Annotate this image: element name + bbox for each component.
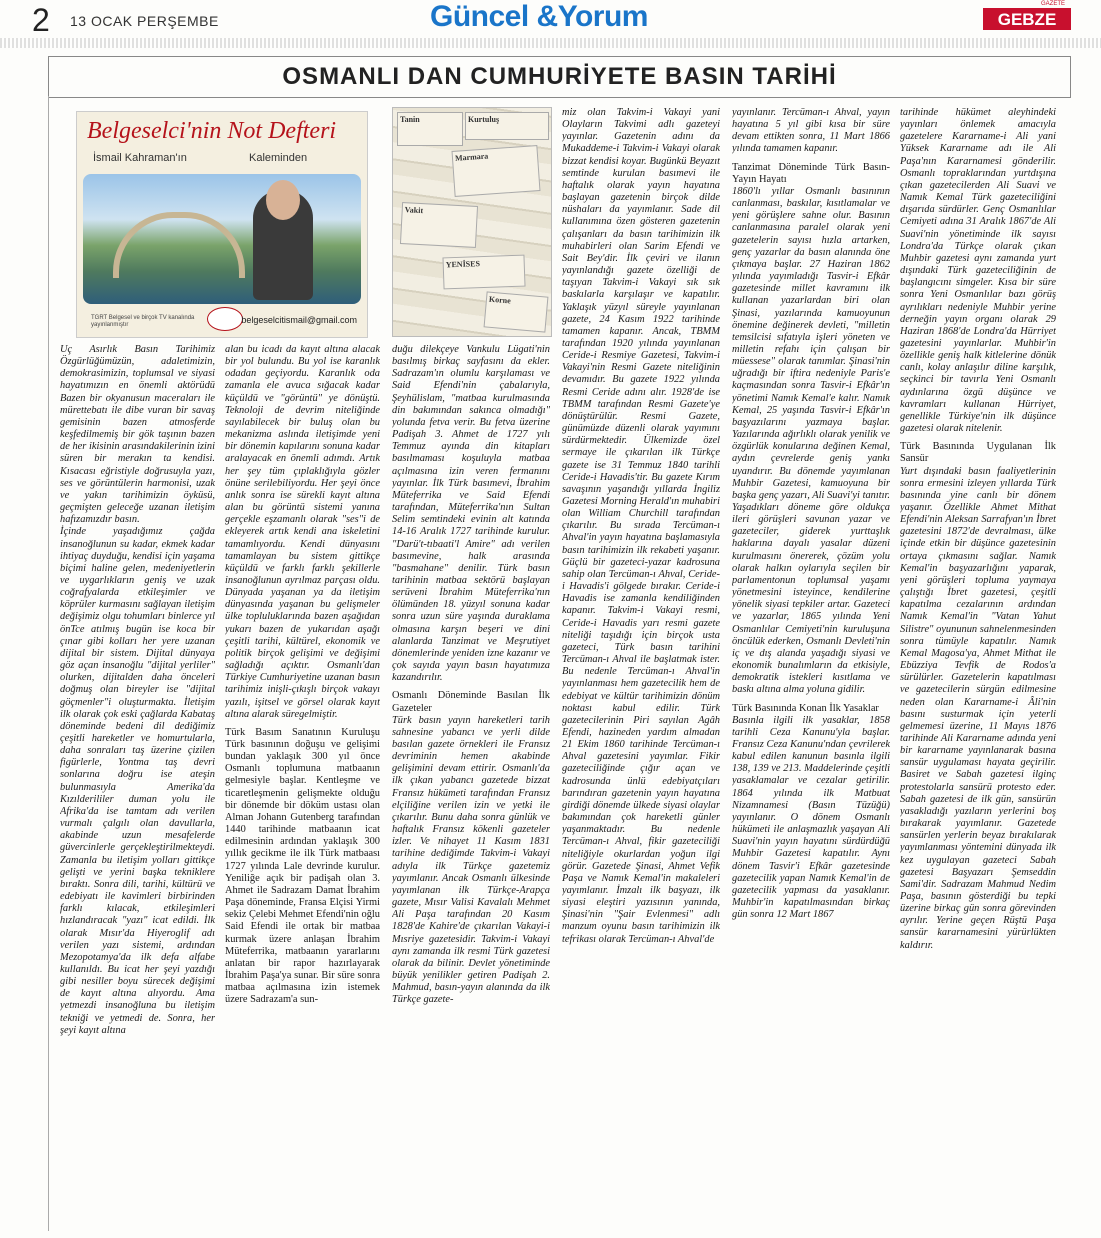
article-column-2 xyxy=(225,344,380,1224)
article-column-4 xyxy=(562,107,720,1225)
logo-tagline: GAZETE xyxy=(1040,1,1065,7)
paragraph: tarihinde hükümet aleyhindeki yayınları önlemek amacıyla gazetelere Kararname-i Ali yani Yüksek Kararname adı ile Ali Paşa'nın Kararnamesi gönderilir. Osmanlı topraklarından yurtdışına çıkan gazetecilerden Ali Suavi ve Namık Kemal Türk gazeteciliğini dışarıda sürdürler. Genç Osmanlılar Cemiyeti adına 31 Aralık 1867'de Ali Suavi'nin yönetiminde ilk sayısı Londra'da Türkçe olarak çıkan Muhbir gazetesi aynı zamanda yurt dışındaki Türk gazeteciliğinin de başlangıcını simgeler. Kısa bir süre sonra Yeni Osmanlılar bazı görüş ayrılıkları nedeniyle Muhbir yerine derneğin yayın organı olarak 29 Haziran 1868'de Londra'da Hürriyet gazetesini yayınlarlar. Muhbir'in özellikle geniş halk kitlelerine dönük canlı, kolay anlaşılır diline karşılık, seçkinci bir tavırla Yeni Osmanlı aydınlarına özgü düşünce ve kavramları kullanan Hürriyet, genellikle Türkiye'nin ilk düşünce gazetesi olarak nitelenir. xyxy=(900,107,1056,435)
newspaper-logo: GEBZE xyxy=(983,8,1071,30)
banner-footer: TGRT Belgesel ve birçok TV kanalında yayınlanmıştır xyxy=(91,315,195,328)
paragraph: Yurt dışındaki basın faaliyetlerinin sonra ermesini izleyen yıllarda Türk basınında yine canlı bir dönem yaşanır. Özellikle Ahmet Mithat Efendi'nin Aleksan Sarrafyan'ın İbret gazetesini 1872'de devralması, ülke içinde etkin bir düşünce gazetesinin ortaya çıkmasını sağlar. Namık Kemal'in başyazarlığını yaparak, yeni görüşleri topluma yaymaya çalıştığı İbret gazetesi, çeşitli kapatılma cezalarının ardından Namık Kemal'in "Vatan Yahut Silistre" oyununun sahnelenmesinden sonra tümüyle kapatılır. Namık Kemal Magosa'ya, Ahmet Mithat ile Ebüzziya Tevfik de Rodos'a sürülürler. Gazetelerin kapatılması ve gazetecilerin sürgün edilmesine neden olan Kararname-i Âli'nin basını susturmak için yeterli gelmemesi üzerine, 11 Mayıs 1876 tarihinde Ali Kararname adında yeni bir kararname yayınlanarak basına sansür uygulaması hayata geçirilir. Basiret ve Sabah gazetesi ilginç protestolarla sansürü protesto eder. Sabah gazetesi de ilk gün, sansürün yasakladığı yazıların yerlerini boş bırakarak yayımlanır. Gazetede sansürlen yerlerin beyaz bırakılarak yayımlanması yöntemini dünyada ilk kez uygulayan gazeteci Sabah gazetesi Başyazarı Şemseddin Sami'dir. Sadrazam Mahmud Nedim Paşa, basının gösterdiği bu tepki üzerine birkaç gün sonra görevinden ayrılır. Yerine geçen Rüştü Paşa sansür kararnamesini yürürlükten kaldırır. xyxy=(900,465,1056,951)
article-column-6 xyxy=(900,107,1056,1225)
newspaper-clip: Kurtuluş xyxy=(465,112,549,140)
article-title: OSMANLI DAN CUMHURİYETE BASIN TARİHİ xyxy=(282,63,837,90)
paragraph: alan bu icadı da kayıt altına alacak bir yol bulundu. Bu yol ise karanlık odadan geçiyordu. Karanlık oda zamanla ele avuca sığacak kadar küçüldü ve "görüntü" ye dönüştü. Teknoloji de devrim niteliğinde sayılabilecek bir buluş olan bu mekanizma aslında iletişimde yeni bir dönemin kapılarını sonuna kadar aralayacak en önemli adımdı. Artık her şey tüm çıplaklığıyla gözler önüne serilebiliyordu. Her şeyi önce anlık sonra ise sürekli kayıt altına alan bu görüntü sistemi yanına gerçekle eşzamanlı olarak "ses"i de ekleyerek artık kendi ana iskeletini tamamlıyordu. Kendi dünyasını tamamlayan bu sistem gittikçe küçüldü ve farklı farklı şekillerle insanoğlunun ayrılmaz parçası oldu. Dünyada yaşanan ya da iletişim dünyasında yaşanan bu gelişmeler ülke topluluklarında bazen aşağıdan yukarı bazen de yukarıdan aşağı çeşitli tarihi, kültürel, ekonomik ve politik birçok gelişimi ve değişimi sağladığı açıktır. Osmanlı'dan Türkiye Cumhuriyetine uzanan basın tarihimiz inişli-çıkışlı birçok vakayı yazılı, işitsel ve görsel olarak kayıt altına alarak süregelmiştir. xyxy=(225,344,380,720)
newspaper-clip: Korne xyxy=(484,291,549,332)
paragraph: Türk basın yayın hareketleri tarih sahnesine yabancı ve yerli dilde basılan gazete örnekleri ile Fransız devriminin hemen akabinde gelişimini devam ettirir. Osmanlı'da ilk çıkan yabancı gazetede bizzat Fransız hükümeti tarafından Fransız elçiliğine verilen izin ve yetki ile çıkarılır. Bunu daha sonra günlük ve haftalık Fransız kökenli gazeteler izler. Ve nihayet 11 Kasım 1831 tarihine dediğimde Takvim-i Vakayi adıyla ilk Türkçe gazetemiz yayımlanır. Ancak Osmanlı ülkesinde yayımlanan ilk Türkçe-Arapça gazete, Mısır Valisi Kavalalı Mehmet Ali Paşa tarafından 20 Kasım 1828'de Kahire'de çıkarılan Vakayi-i Mısriye gazetesidir. Takvim-i Vakayi aynı zamanda ilk resmi Türk gazetesi olarak da bilinir. Devlet yönetiminde büyük yenilikler getiren Padişah 2. Mahmud, basın-yayın alanında da ilk Türkçe gazete- xyxy=(392,714,550,1006)
page-header xyxy=(0,0,1101,42)
newspaper-clip: Marmara xyxy=(452,145,541,197)
subheading: Tanzimat Döneminde Türk Basın-Yayın Hayatı xyxy=(732,161,890,185)
banner-title: Belgeselci'nin Not Defteri xyxy=(87,118,337,144)
paragraph: 1860'lı yıllar Osmanlı basınının canlanması, baskılar, kısıtlamalar ve yeni görüşlere sahne olur. Basının canlanmasına paralel olarak yeni gazetelerin sayısı hızla artarken, genç yazarlar da basın alanında öne çıkmaya başlar. 27 Haziran 1862 yılında yayımladığı Tasvir-i Efkâr gazetesinde millet kavramını ilk kullanan yazarlardan biri olan Şinasi, yazılarında kamuoyunun önemine değinerek devleti, "milletin temsilcisi sıfatıyla işleri yöneten ve milletin refahı için çalışan bir müessese" olarak tanımlar. Şinasi'nin uğradığı bir iftira nedeniyle Paris'e kaçmasından sonra Tasvir-i Efkâr'ın yönetimi Namık Kemal'e kalır. Namık Kemal, 25 yaşında Tasvir-i Efkâr'ın başyazılarını yazmaya başlar. Yazılarında ağırlıklı olarak yenilik ve özgürlük konularına değinen Kemal, aydın çevrelerde geniş yankı uyandırır. Bu dönemde yayımlanan Muhbir Gazetesi, kamuoyuna bir başka genç yazarı, Ali Suavi'yi tanıtır. Yaşadıkları döneme göre oldukça ileri görüşleri savunan yazar ve gazeteciler, giderek yurttaşlık haklarına dayalı yasalar düzeni kurulmasını önererek, çözüm yolu olarak halkın oylarıyla seçilen bir parlamentonun toplumsal yaşamı yönetmesini isteyince, kendilerine yönelik siyasi tepkiler artar. Gazeteci ve yazarlar, 1865 yılında Yeni Osmanlılar Cemiyeti'nin kuruluşuna öncülük ederken, Osmanlı Devleti'nin iç ve dış alanda yaşadığı siyasi ve ekonomik bunalımların da etkisiyle, demokratik istekleri kısıtlama ve baskı altına alma yoluna gidilir. xyxy=(732,185,890,696)
subheading: Osmanlı Döneminde Basılan İlk Gazeteler xyxy=(392,690,550,714)
person-head xyxy=(266,180,300,220)
page-number: 2 xyxy=(32,2,50,38)
paragraph: Türk Basım Sanatının Kuruluşu Türk basınının doğuşu ve gelişimi bundan yaklaşık 300 yıl önce Osmanlı toplumuna matbaanın gelmesiyle başlar. Kentleşme ve ticaretleşmenin gelişmekte olduğu bir dönemde bir döküm ustası olan Alman Johann Gutenberg tarafından 1440 tarihinde matbaanın icat edilmesinin ardından yaklaşık 300 yıllık gecikme ile ilk Türk matbaası 1727 yılında Lale devrinde kurulur. Yeniliğe açık bir padişah olan 3. Ahmet ile Sadrazam Damat İbrahim Paşa döneminde, Fransa Elçisi Yirmi sekiz Çelebi Mehmet Efendi'nin oğlu Said Efendi ile ortak bir matbaa kurmak üzere anlaşan İbrahim Müteferrika, matbaanın yararlarını anlatan bir rapor hazırlayarak İbrahim Paşa'ya sunar. Bir süre sonra matbaa açılmasına izin istemek üzere Sadrazam'a sun- xyxy=(225,726,380,1006)
article-title-box xyxy=(48,56,1071,98)
paragraph: Üç Asırlık Basın Tarihimiz Özgürlüğümüzün, adaletimizin, demokrasimizin, toplumsal ve siyasi hayatımızın en önemli aktörüdü Bazen bir okyanusun maceraları ile mürettebatı ile dibe vuran bir savaş gemisinin bazen atmosferde keşfedilmemiş bir gök taşının bazen de her ikisinin arasındakilerinin izini süren bir merakın ta kendisi. Kısacası eğristiyle doğrusuyla yazı, ses ve görüntülerin harmonisi, uzak ve yakın tarihimizin öyküsü, geçmişten geleceğe uzanan iletişim hafızamızdır basın. xyxy=(60,344,215,526)
paragraph: duğu dilekçeye Vankulu Lügati'nin basılmış birkaç sayfasını da ekler. Sadrazam'ın olumlu karşılaması ve Said Efendi'nin çabalarıyla, Şeyhülislam, "matbaa kurulmasında din bakımından sakınca olmadığı" yolunda fetva verir. Bu fetva üzerine Padişah 3. Ahmet de 1727 yılı Temmuz ayında din kitapları basılmaması koşuluyla matbaa açılmasına izin veren fermanını yayınlar. İlk Türk basımevi, İbrahim Müteferrika ve Said Efendi tarafından, Müteferrika'nın Sultan Selim semtindeki evinin alt katında 14-16 Aralık 1727 tarihinde kurulur. "Darü't-tıbaati'l Amire" adı verilen basımevine, halk arasında "basmahane" denilir. Türk basın tarihinin matbaa sektörü başlayan serüveni İbrahim Müteferrika'nın ölümünden 18. yüzyıl sonuna kadar sonra uzun süre yaşında duraklama olmasına karşın beşeri ve dini alanlarda Tanzimat ve Meşrutiyet dönemlerinde yeniden izne kazanır ve çok sayıda yayın basın hayatımıza kazandırılır. xyxy=(392,344,550,684)
newspaper-clip: YENİSES xyxy=(442,255,525,290)
newspapers-collage-image xyxy=(392,107,552,337)
subheading: Türk Basınında Konan İlk Yasaklar xyxy=(732,702,879,714)
article-column-5 xyxy=(732,107,890,1225)
paragraph: İçinde yaşadığımız çağda insanoğlunun su kadar, ekmek kadar ihtiyaç duyduğu, kendisi için yaşama biçimi haline gelen, medeniyetlerin ve uygarlıkların geniş ve uzak coğrafyalarda etkileşimler ve köprüler kurmasını sağlayan iletişim değişimiz olgu tohumları binlerce yıl önTce atılmış bugün ise koca bir çınar gibi kolları her yere uzanan dijital bir sistem. Dijital dünyaya göz açan insanoğlu "dijital yerliler" olurken, dijitalden daha önceleri doğmuş olan bireyler ise "dijital göçmenler"i oluşturmakta. İletişim ilk olarak çok eski çağlarda Kabataş döneminde bedeni dil dediğimiz çeşitli hareketler ve homurtularla, daha sonraları taş üzerine çizilen figürlerle, Yontma taş devri sonlarına doğru ise ateşin bulunmasıyla Amerika'da Kızılderililer duman yolu ile Afrika'da ise tamtam adı verilen vurmalı çalgılı olan davullarla, akabinde uzun mesafelerde güvercinlerle gerçekleştirilmekteydi. Zamanla bu iletişim yolları gittikçe gelişti ve yerini başka tekniklere bıraktı. Sonra dili, tarihi, kültürü ve edebiyatı ile kavimleri birbirinden farklı kılacak, etkileşimleri hızlandıracak "yazı" icat edildi. İlk olarak Mısır'da Hiyeroglif adı verilen yazı sistemi, ardından Mezopotamya'da ilk defa alfabe kullanıldı. Bu icat her şeyi yazdığı gibi nesiller boyu sürecek değişimi de kayıt altına alıyordu. Ama yetmezdi insanoğluna bu iletişim tekniği ve yetmedi de. Sonra, her şeyi kayıt altına xyxy=(60,526,215,1036)
paragraph: Basınla ilgili ilk yasaklar, 1858 tarihli Ceza Kanunu'yla başlar. Fransız Ceza Kanunu'ndan çevrilerek kabul edilen kanunun basınla ilgili 138, 139 ve 213. Maddelerinde çeşitli yasaklamalar ve cezalar getirilir. 1864 yılında ilk Matbuat Nizamnamesi (Basın Tüzüğü) yayınlanır. O dönem Osmanlı hükümeti ile anlaşmazlık yaşayan Ali Suavi'nin yayın hayatını sürdürdüğü Muhbir Gazetesi kapatılır. Aynı dönem Tasvir'i Efkâr gazetesinde gazetecilik yapan Namık Kemal'in de gazetecilik yapması da yasaklanır. Muhbir'in kapatılmasından birkaç gün sonra 12 Mart 1867 xyxy=(732,714,890,921)
issue-date: 13 OCAK PERŞEMBE xyxy=(70,13,219,29)
subheading: Türk Basınında Uygulanan İlk Sansür xyxy=(900,441,1056,465)
author-photo xyxy=(83,174,361,304)
article-column-1 xyxy=(60,344,215,1224)
banner-author: İsmail Kahraman'ın xyxy=(93,152,187,164)
paragraph: yayınlanır. Tercüman-ı Ahval, yayın hayatına 5 yıl gibi kısa bir süre devam ettikten sonra, 11 Mart 1866 yılında tamamen kapanır. xyxy=(732,107,890,155)
article-column-3 xyxy=(392,344,550,1224)
columnist-banner-image xyxy=(76,111,368,338)
newspaper-clip: Vakit xyxy=(400,202,478,248)
banner-author-suffix: Kaleminden xyxy=(249,152,308,164)
header-divider xyxy=(0,38,1101,48)
author-email: belgeselcitismail@gmail.com xyxy=(241,315,357,325)
paragraph: miz olan Takvim-i Vakayi yani Olayların Takvimi adlı gazeteyi yayınlar. Gazetenin adını da Mukaddeme-i Takvim-i Vakayi olarak bizzat kendisi koyar. Bugünkü Beyazıt semtinde kurulan basımevi ile haftalık olarak yayın hayatına başlayan gazetenin birçok dilde nüshaları da yayımlanır. Sade dil kullanımına özen gösteren gazetenin çalışanları da basın tarihimizin ilk muhabirleri olan Sarim Efendi ve Sait Bey'dir. İlk çeviri ve ilanın yayınlandığı gazete özelliği de taşıyan Takvim-i Vakayi sık sık baskılarla karşılaşır ve kapatılır. Yaklaşık yüzyıl süreyle yayınlanan gazete, 24 Kasım 1922 tarihinde tamamen kapanır. Ancak, TBMM tarafından 1920 yılında yayınlanan Ceride-i Resmiye Gazetesi, Takvim-i Vakayi'nin Resmi Gazete niteliğinin devamıdır. Bu gazete 1922 yılında Resmi Ceride adını alır. 1928'de ise TBMM tarafından Resmi Gazete'ye dönüştürülür. Resmi Gazete, günümüzde düzenli olarak yayımını sürdürmektedir. Ülkemizde özel sermaye ile çıkarılan ilk Türkçe gazete ise 31 Temmuz 1840 tarihli Ceride-i Havadis'tir. Bu gazete Kırım savaşının yaşandığı yıllarda İngiliz Gazetesi Morning Herald'ın muhabiri olan William Churchill tarafından çıkarılır. Bu sırada Tercüman-ı Ahval'in yayın hayatına başlamasıyla basın tarihimizin ilk rekabeti yaşanır. Güçlü bir gazeteci-yazar kadrosuna sahip olan Tercüman-ı Ahval, Ceride-i Havadis'i gölgede bırakır. Ceride-i Havadis ise zamanla kendiliğinden kapanır. Takvim-i Vakayi resmi, Ceride-i Havadis yarı resmi gazete niteliği taşıdığı için birçok usta gazeteci, Türk basın tarihini Tercüman-ı Ahval ile başlatmak ister. Bu nedenle Tercüman-ı Ahval'in yayınlanması hem gazetecilik hem de edebiyat ve kültür tarihimizin dönüm noktası kabul edilir. Türk gazetecilerinin Piri sayılan Agâh Efendi, hazineden yardım almadan 21 Ekim 1860 tarihinde Tercüman-ı Ahval gazetesini yayımlar. Fikir gazeteciliğinde çığır açan ve kadrosunda ünlü edebiyatçıları barındıran gazetenin yayın hayatına girdiği dönemde ülkede siyasi olaylar bakımından çok hareketli günler yaşanmaktadır. Bu nedenle Tercüman-ı Ahval, fikir gazeteciliği niteliğiyle okurlardan yoğun ilgi görür. Gazetede Şinasi, Ahmet Vefik Paşa ve Namık Kemal'in makaleleri yayımlanır. İmzalı ilk başyazı, ilk siyasi eleştiri yazısının yanında, Şinasi'nin "Şair Evlenmesi" adlı manzum oyunu basın tarihimizin ilk tefrikası olarak Tercüman-ı Ahval'de xyxy=(562,107,720,945)
bridge-illustration xyxy=(113,212,245,278)
section-title: Güncel &Yorum xyxy=(430,0,648,33)
newspaper-clip: Tanin xyxy=(397,112,463,146)
badge-icon xyxy=(207,307,243,331)
